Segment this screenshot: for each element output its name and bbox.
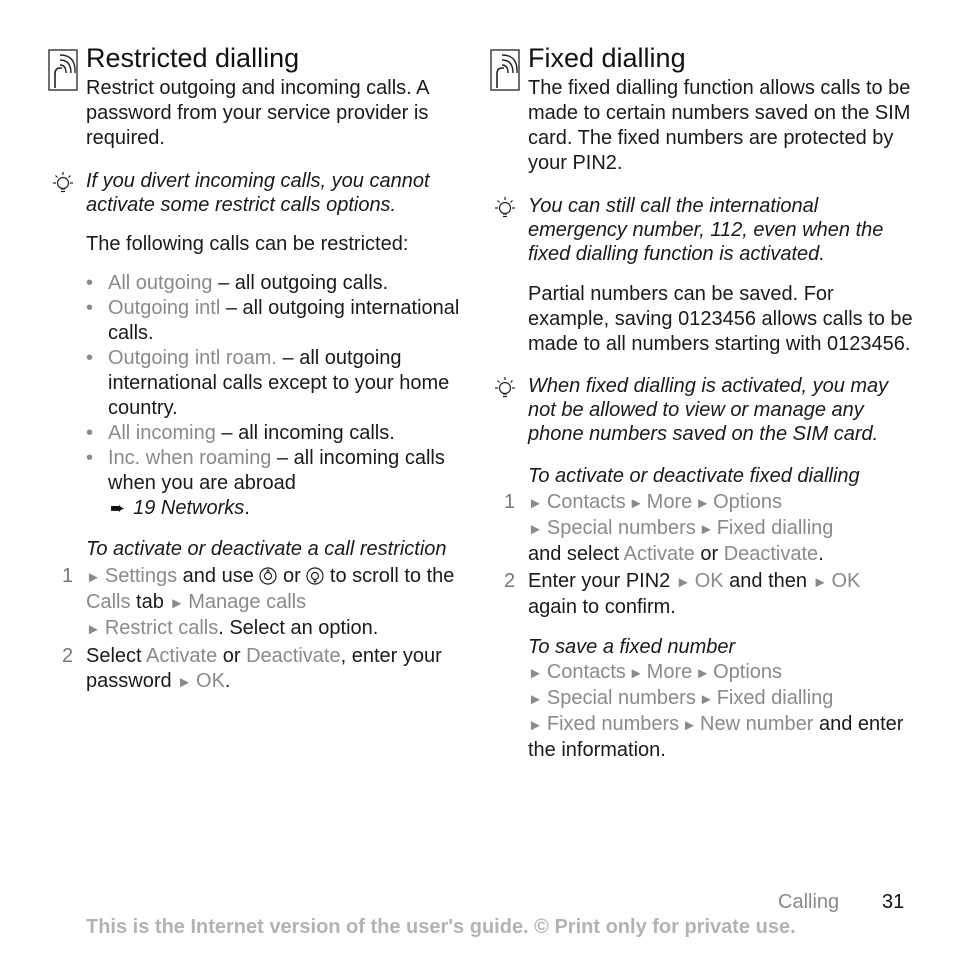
phone-signal-icon xyxy=(490,48,520,92)
arrow-icon: ► xyxy=(628,665,644,682)
menu-term: Outgoing intl xyxy=(108,297,221,319)
arrow-icon: ► xyxy=(528,691,543,708)
save-number-steps: ► Contacts ► More ► Options ► Special numbers ► Fixed dialling ► Fixed numbers ► New number and enter the information. xyxy=(528,661,904,761)
menu-restrict-calls: Restrict calls xyxy=(104,617,219,639)
lightbulb-icon xyxy=(492,376,518,402)
arrow-icon: ► xyxy=(698,521,714,538)
arrow-right-icon: ➨ xyxy=(110,498,126,518)
menu-special-numbers: Special numbers xyxy=(546,687,696,709)
lightbulb-icon xyxy=(492,196,518,222)
tip-text: If you divert incoming calls, you cannot activate some restrict calls options. xyxy=(86,170,430,216)
arrow-icon: ► xyxy=(682,717,697,734)
menu-calls: Calls xyxy=(86,591,131,613)
arrow-icon: ► xyxy=(86,621,101,638)
item-desc: – all incoming calls when you are abroad xyxy=(108,447,445,494)
menu-activate: Activate xyxy=(146,645,218,667)
phone-signal-icon xyxy=(48,48,78,92)
step-number: 2 xyxy=(504,570,516,592)
arrow-icon: ► xyxy=(528,495,543,512)
menu-fixed-dialling: Fixed dialling xyxy=(716,687,834,709)
menu-ok: OK xyxy=(831,570,861,592)
arrow-icon: ► xyxy=(169,595,185,612)
procedure-title: To save a fixed number xyxy=(528,636,736,658)
section-title: Fixed dialling xyxy=(528,43,686,73)
arrow-icon: ► xyxy=(528,521,543,538)
step-item: 2 Select Activate or Deactivate, enter your password ► OK. xyxy=(62,645,442,692)
menu-ok: OK xyxy=(196,670,225,692)
procedure-steps xyxy=(490,490,915,620)
arrow-icon: ► xyxy=(698,691,714,708)
tip-text: You can still call the international emergency number, 112, even when the fixed dialling function is activated. xyxy=(528,195,884,265)
menu-manage-calls: Manage calls xyxy=(188,591,307,613)
intro-text: The fixed dialling function allows calls to be made to certain numbers saved on the SIM card. The fixed numbers are protected by your PIN2. xyxy=(528,77,911,174)
menu-term: Outgoing intl roam. xyxy=(108,347,277,369)
step-item: 1 ► Settings and use or to scroll to the Calls tab ► Manage calls ► Restrict calls. Select an option. xyxy=(62,565,455,639)
restricted-dialling-heading-row xyxy=(48,40,468,151)
item-desc: – all outgoing international calls except to your home country. xyxy=(108,347,450,419)
menu-term: All outgoing xyxy=(108,272,213,294)
menu-ok: OK xyxy=(694,570,724,592)
intro-text: Restrict outgoing and incoming calls. A password from your service provider is required. xyxy=(86,77,429,149)
page-number: 31 xyxy=(882,891,905,913)
procedure-title: To activate or deactivate fixed dialling xyxy=(528,465,860,487)
menu-contacts: Contacts xyxy=(546,491,626,513)
menu-contacts: Contacts xyxy=(546,661,626,683)
step-item: 1 ► Contacts ► More ► Options ► Special numbers ► Fixed dialling and select Activate or Deactivate. xyxy=(504,491,834,565)
list-item: • Inc. when roaming – all incoming calls when you are abroad ➨ 19 Networks. xyxy=(108,446,468,521)
arrow-icon: ► xyxy=(675,574,691,591)
list-item: • Outgoing intl – all outgoing international calls. xyxy=(86,297,460,344)
procedure-steps xyxy=(48,564,468,695)
menu-settings: Settings xyxy=(104,565,178,587)
restriction-list xyxy=(48,271,468,521)
menu-term: All incoming xyxy=(108,422,216,444)
menu-special-numbers: Special numbers xyxy=(546,517,696,539)
menu-fixed-numbers: Fixed numbers xyxy=(546,713,680,735)
arrow-icon: ► xyxy=(528,665,543,682)
tip-note xyxy=(48,169,468,217)
step-item: 2 Enter your PIN2 ► OK and then ► OK again to confirm. xyxy=(504,570,861,618)
partial-numbers-text: Partial numbers can be saved. For example, saving 0123456 allows calls to be made to all numbers starting with 0123456. xyxy=(528,283,913,355)
navigation-key-icon xyxy=(259,567,277,585)
arrow-icon: ► xyxy=(695,665,711,682)
menu-options: Options xyxy=(713,491,783,513)
xref-text: 19 Networks xyxy=(133,497,245,519)
menu-deactivate: Deactivate xyxy=(246,645,341,667)
item-desc: – all incoming calls. xyxy=(215,422,395,444)
lightbulb-icon xyxy=(50,171,76,197)
procedure-title: To activate or deactivate a call restriction xyxy=(86,538,447,560)
menu-options: Options xyxy=(713,661,783,683)
tip-note xyxy=(490,194,915,266)
fixed-dialling-heading-row xyxy=(490,40,915,176)
right-column xyxy=(490,40,915,763)
menu-deactivate: Deactivate xyxy=(723,543,819,565)
list-item: • All incoming – all incoming calls. xyxy=(86,422,395,444)
arrow-icon: ► xyxy=(528,717,543,734)
menu-fixed-dialling: Fixed dialling xyxy=(716,517,834,539)
tip-note xyxy=(490,374,915,446)
arrow-icon: ► xyxy=(86,569,101,586)
item-desc: – all outgoing calls. xyxy=(212,272,389,294)
left-column xyxy=(48,40,468,695)
list-item: • Outgoing intl roam. – all outgoing international calls except to your home country. xyxy=(86,347,450,419)
cross-reference[interactable]: ➨ 19 Networks. xyxy=(110,497,250,519)
footer-section-name: Calling xyxy=(778,891,840,913)
section-title: Restricted dialling xyxy=(86,43,300,73)
menu-more: More xyxy=(646,661,693,683)
step-number: 1 xyxy=(62,565,74,587)
arrow-icon: ► xyxy=(628,495,644,512)
arrow-icon: ► xyxy=(695,495,711,512)
tip-text: When fixed dialling is activated, you may not be allowed to view or manage any phone numbers saved on the SIM card. xyxy=(528,375,889,445)
item-desc: – all outgoing international calls. xyxy=(108,297,460,344)
step-number: 1 xyxy=(504,491,516,513)
menu-new-number: New number xyxy=(700,713,814,735)
step-number: 2 xyxy=(62,645,74,667)
lead-text: The following calls can be restricted: xyxy=(86,233,409,255)
navigation-key-icon xyxy=(306,567,324,585)
menu-more: More xyxy=(646,491,693,513)
arrow-icon: ► xyxy=(177,674,193,691)
menu-activate: Activate xyxy=(623,543,695,565)
arrow-icon: ► xyxy=(812,574,828,591)
list-item: • All outgoing – all outgoing calls. xyxy=(86,272,389,294)
menu-term: Inc. when roaming xyxy=(108,447,272,469)
internet-version-notice: This is the Internet version of the user's guide. © Print only for private use. xyxy=(86,916,796,938)
